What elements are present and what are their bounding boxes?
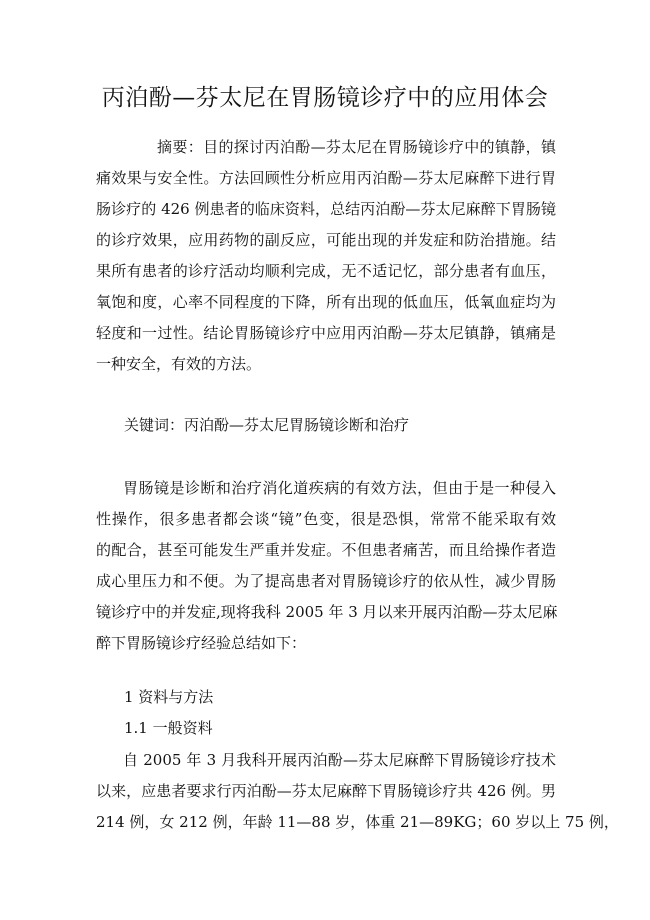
body-line: 自 2005 年 3 月我科开展丙泊酚—芬太尼麻醉下胃肠镜诊疗技术 xyxy=(123,751,556,769)
intro-line: 胃肠镜是诊断和治疗消化道疾病的有效方法，但由于是一种侵入 xyxy=(123,479,556,497)
keywords: 关键词：丙泊酚—芬太尼胃肠镜诊断和治疗 xyxy=(124,416,410,434)
intro-line: 性操作，很多患者都会谈“镜”色变，很是恐惧，常常不能采取有效 xyxy=(96,510,556,528)
abstract-line: 轻度和一过性。结论胃肠镜诊疗中应用丙泊酚—芬太尼镇静，镇痛是 xyxy=(96,324,556,342)
abstract-line: 果所有患者的诊疗活动均顺利完成，无不适记忆，部分患者有血压， xyxy=(96,262,556,280)
intro-line: 镜诊疗中的并发症,现将我科 2005 年 3 月以来开展丙泊酚—芬太尼麻 xyxy=(96,603,558,621)
body-paragraph xyxy=(96,745,619,838)
abstract-paragraph xyxy=(96,132,556,380)
page-title: 丙泊酚—芬太尼在胃肠镜诊疗中的应用体会 xyxy=(101,85,549,111)
subsection-heading: 1.1 一般资料 xyxy=(124,719,213,737)
intro-paragraph xyxy=(96,473,556,659)
intro-line: 的配合，甚至可能发生严重并发症。不但患者痛苦，而且给操作者造 xyxy=(96,541,556,559)
abstract-line: 肠诊疗的 426 例患者的临床资料，总结丙泊酚—芬太尼麻醉下胃肠镜 xyxy=(96,200,556,218)
intro-line: 成心里压力和不便。为了提高患者对胃肠镜诊疗的依从性，减少胃肠 xyxy=(96,572,556,590)
abstract-line: 的诊疗效果，应用药物的副反应，可能出现的并发症和防治措施。结 xyxy=(96,231,556,249)
body-line: 214 例，女 212 例，年龄 11—88 岁，体重 21—89KG；60 岁以上 75 例， xyxy=(96,813,619,831)
abstract-line: 摘要：目的探讨丙泊酚—芬太尼在胃肠镜诊疗中的镇静，镇 xyxy=(157,138,556,156)
intro-line: 醉下胃肠镜诊疗经验总结如下： xyxy=(96,634,307,652)
abstract-line: 痛效果与安全性。方法回顾性分析应用丙泊酚—芬太尼麻醉下进行胃 xyxy=(96,169,556,187)
abstract-line: 一种安全，有效的方法。 xyxy=(96,355,262,373)
body-line: 以来，应患者要求行丙泊酚—芬太尼麻醉下胃肠镜诊疗共 426 例。男 xyxy=(96,782,556,800)
section-heading: 1 资料与方法 xyxy=(124,688,214,706)
abstract-line: 氧饱和度，心率不同程度的下降，所有出现的低血压，低氧血症均为 xyxy=(96,293,556,311)
